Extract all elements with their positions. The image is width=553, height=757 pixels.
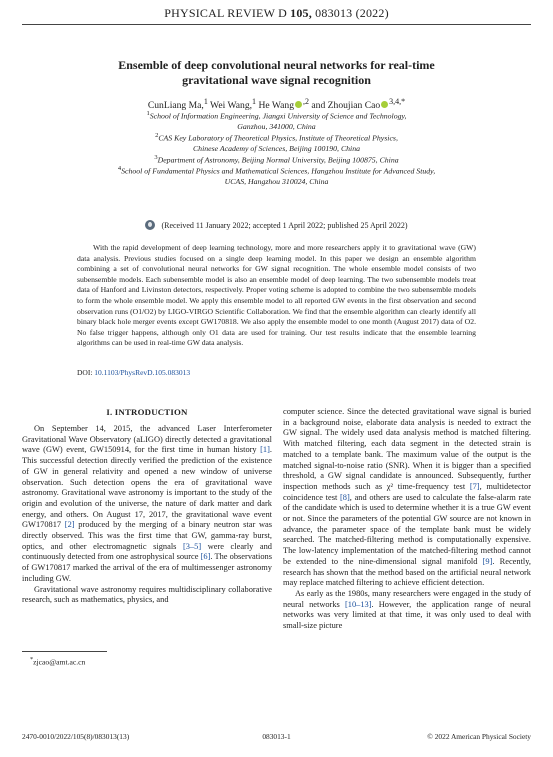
footnote-rule bbox=[22, 651, 107, 652]
header-rule bbox=[22, 24, 531, 25]
footer-issn: 2470-0010/2022/105(8)/083013(13) bbox=[22, 732, 130, 741]
paragraph-text: . The observations of GW170817 marked the arrival of the era of multimessenger astronomy including GW. bbox=[22, 552, 273, 583]
reference-link[interactable]: [9] bbox=[482, 556, 493, 566]
paragraph bbox=[283, 407, 531, 589]
journal-name: PHYSICAL REVIEW D bbox=[164, 6, 287, 20]
affiliation-3: $^3$Department of Astronomy, Beijing Normal University, Beijing 100875, China bbox=[154, 154, 399, 165]
reference-link[interactable]: [6] bbox=[200, 552, 211, 562]
footnote: *zjcao@amt.ac.cn bbox=[30, 656, 86, 667]
doi-line: DOI: 10.1103/PhysRevD.105.083013 bbox=[77, 368, 191, 377]
author: and Zhoujian Cao $^{3,4,*}$ bbox=[311, 97, 406, 112]
right-column bbox=[283, 407, 531, 632]
reference-link[interactable]: [1] bbox=[260, 445, 270, 455]
paragraph-text: . Recently, research has shown that the method based on the artificial neural network may replace matched filtering to achieve efficient detection. bbox=[283, 556, 531, 588]
reference-link[interactable]: [3–5] bbox=[183, 541, 202, 551]
paragraph-text: were clearly and continuously detected from one astrophysical source bbox=[22, 541, 272, 562]
footer-page-number: 083013-1 bbox=[262, 732, 291, 741]
paragraph-text: , multidetector coincidence test bbox=[283, 481, 531, 502]
paragraph bbox=[283, 589, 531, 632]
author: CunLiang Ma,$^1$ bbox=[147, 97, 208, 112]
doi-link[interactable]: 10.1103/PhysRevD.105.083013 bbox=[94, 368, 191, 377]
abstract: With the rapid development of deep learning technology, more and more researchers apply it to gravitational wave (GW) data analysis. Previous studies focused on a single deep learning model. In this paper we design an ensemble algorithm combining a set of convolutional neural networks for GW signal recognition. The whole ensemble model consists of two subensemble models. Each subensemble model is also an ensemble model of deep learning. The two subensemble models treat data of Hanford and Livinston detectors, respectively. Proper voting scheme is adopted to combine the two subensemble models to form the whole ensemble model. We apply this ensemble model to all reported GW events in the first observation and second observation runs (O1/O2) by LIGO-VIRGO Scientific Collaboration. We find that the ensemble algorithm can clearly identify all binary black hole merger events except GW170818. We also apply the ensemble model to one month (August 2017) data of O2. No false trigger happens, although only O1 data are used for training. Our test results indicate that the ensemble learning algorithms can be used in real-time GW data analysis. bbox=[77, 243, 476, 348]
crossmark-icon[interactable] bbox=[145, 220, 155, 230]
paragraph-text: As early as the 1980s, many researchers were engaged in the study of neural networks bbox=[283, 588, 531, 609]
article-number: 083013 (2022) bbox=[315, 6, 389, 20]
paper-title bbox=[60, 58, 493, 87]
reference-link[interactable]: [8] bbox=[340, 492, 350, 502]
footer-copyright: © 2022 American Physical Society bbox=[427, 732, 531, 741]
reference-link[interactable]: [10–13] bbox=[344, 599, 372, 609]
paragraph-text: computer science. Since the detected gravitational wave signal is buried in a background noise, elaborate data analysis is needed to extract the GW signal. The widely used data analysis method is matched filtering. With matched filtering, each data segment in the detected strain is matched to a template bank. The maximum value of the output is the matched signal-to-noise ratio (SNR). When it is bigger than a specified threshold, a GW signal candidate is announced. Subsequently, further inspection methods such as χ² time-frequency test bbox=[283, 407, 531, 491]
author: Wei Wang,$^1$ bbox=[210, 97, 257, 112]
paragraph-text: On September 14, 2015, the advanced Laser Interferometer Gravitational Wave Observatory (aLIGO) directly detected a gravitational wave (GW) event, GW150914, for the first time in human history bbox=[22, 424, 272, 455]
paragraph-text: . This successful detection directly verified the prediction of the existence of GW in general relativity and opened a new window of universe observation. Such detection opens the era of gravitational wave astronomy. Gravitational wave astronomy is important to the study of the origin and evolution of the universe, the nature of dark matter and dark energy, and others. On August 17, 2017, the gravitational wave event GW170817 bbox=[22, 445, 272, 530]
title-line-2: gravitational wave signal recognition bbox=[182, 72, 371, 87]
paragraph-text: . However, the application range of neural networks was very limited at that time, it was only used to deal with small-size picture bbox=[283, 599, 531, 631]
paragraph-text: produced by the merging of a binary neutron star was directly observed. This was the first time that GW, gamma-ray burst, optics, and other electromagnetic signals bbox=[22, 520, 272, 551]
reference-link[interactable]: [7] bbox=[469, 481, 480, 491]
affiliation-2: $^2$CAS Key Laboratory of Theoretical Physics, Institute of Theoretical Physics, Chinese Academy of Sciences, Beijing 100190, China bbox=[155, 132, 398, 154]
paragraph bbox=[22, 424, 272, 585]
received-dates: (Received 11 January 2022; accepted 1 April 2022; published 25 April 2022) bbox=[40, 220, 513, 231]
paragraph-text: , and others are used to calculate the false-alarm rate of the candidate which is used to determine whether it is a true GW event or not. Since the parameters of the potential GW source are not known in advance, the parameter space of the template bank must be widely searched. The matched-filtering method is computationally expensive. The low-latency implementation of the matched-filtering method cannot be extended to the nine-dimensional signal manifold bbox=[283, 492, 531, 566]
orcid-icon[interactable] bbox=[295, 101, 302, 108]
author: He Wang $^{,2}$ bbox=[258, 97, 309, 112]
running-header bbox=[0, 6, 553, 21]
title-line-1: Ensemble of deep convolutional neural networks for real-time bbox=[118, 58, 435, 72]
reference-link[interactable]: [2] bbox=[64, 520, 75, 530]
paragraph: Gravitational wave astronomy requires multidisciplinary collaborative research, such as mathematics, physics, and bbox=[22, 584, 272, 605]
section-heading: I. INTRODUCTION bbox=[106, 407, 188, 417]
left-column bbox=[22, 424, 272, 606]
orcid-icon[interactable] bbox=[381, 101, 388, 108]
affiliation-4: $^4$School of Fundamental Physics and Mathematical Sciences, Hangzhou Institute for Advanced Study, UCAS, Hangzhou 310024, China bbox=[117, 165, 436, 187]
corresponding-email[interactable]: zjcao@amt.ac.cn bbox=[33, 657, 86, 667]
affiliation-1: $^1$School of Information Engineering, Jiangxi University of Science and Technology, Ganzhou, 341000, China bbox=[146, 110, 407, 132]
journal-volume: 105, bbox=[290, 6, 312, 20]
